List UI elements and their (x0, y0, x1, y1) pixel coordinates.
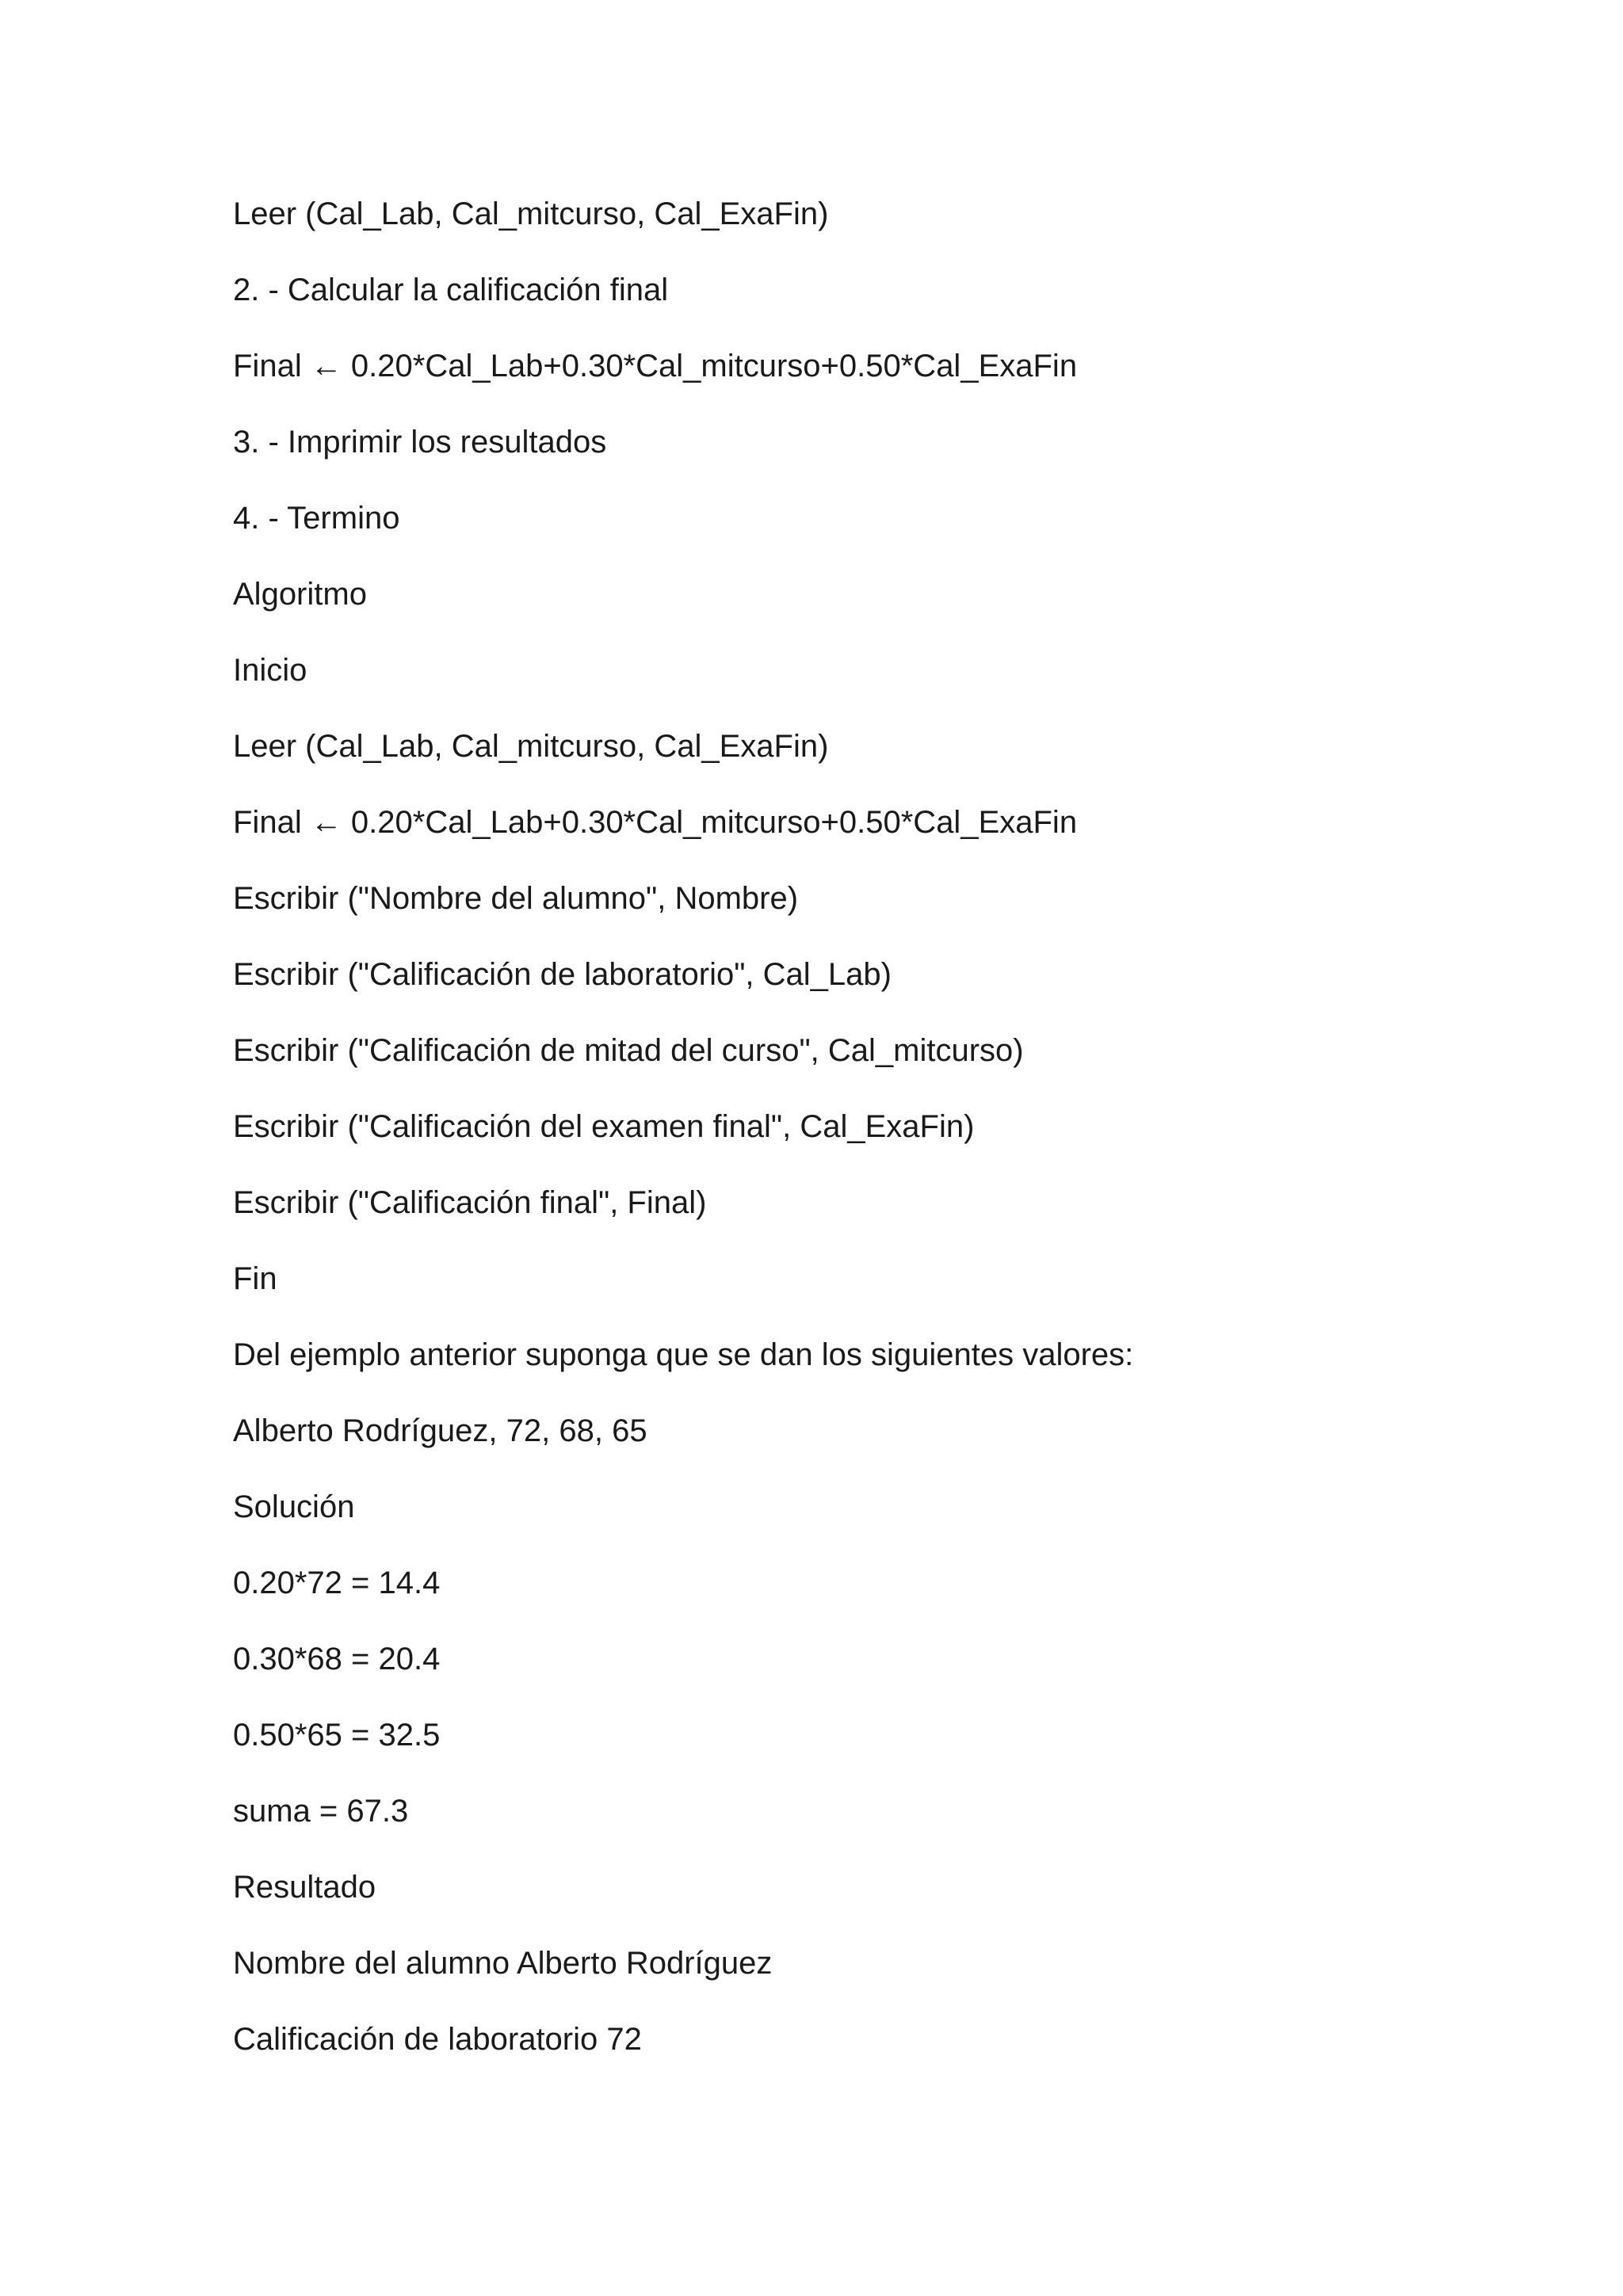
text-line-step-3: 3. - Imprimir los resultados (233, 425, 607, 460)
text-line-calc-exam: 0.50*65 = 32.5 (233, 1718, 441, 1753)
text-line-write-exam: Escribir ("Calificación del examen final", Cal_ExaFin) (233, 1109, 975, 1144)
text-line-example-values: Alberto Rodríguez, 72, 68, 65 (233, 1413, 647, 1448)
text-line-start: Inicio (233, 653, 307, 688)
text-line-step-4: 4. - Termino (233, 501, 400, 536)
document-body (233, 191, 1541, 2092)
text-line-calc-midterm: 0.30*68 = 20.4 (233, 1642, 441, 1676)
text-line-read-inputs: Leer (Cal_Lab, Cal_mitcurso, Cal_ExaFin) (233, 196, 829, 231)
text-line-calc-lab: 0.20*72 = 14.4 (233, 1566, 441, 1600)
text-line-solution-heading: Solución (233, 1489, 355, 1524)
text-line-result-heading: Resultado (233, 1870, 376, 1905)
text-line-result-lab: Calificación de laboratorio 72 (233, 2022, 642, 2057)
text-line-write-midterm: Escribir ("Calificación de mitad del curso", Cal_mitcurso) (233, 1033, 1024, 1068)
text-line-write-name: Escribir ("Nombre del alumno", Nombre) (233, 881, 799, 916)
text-line-end: Fin (233, 1261, 277, 1296)
text-line-algorithm-heading: Algoritmo (233, 577, 367, 612)
text-line-write-final: Escribir ("Calificación final", Final) (233, 1185, 707, 1220)
text-line-final-formula: Final ← 0.20*Cal_Lab+0.30*Cal_mitcurso+0.50*Cal_ExaFin (233, 349, 1078, 383)
text-line-final-formula-2: Final ← 0.20*Cal_Lab+0.30*Cal_mitcurso+0.50*Cal_ExaFin (233, 805, 1078, 840)
text-line-step-2: 2. - Calcular la calificación final (233, 273, 669, 307)
text-line-read-inputs-2: Leer (Cal_Lab, Cal_mitcurso, Cal_ExaFin) (233, 729, 829, 764)
text-line-result-name: Nombre del alumno Alberto Rodríguez (233, 1946, 773, 1981)
text-line-example-intro: Del ejemplo anterior suponga que se dan los siguientes valores: (233, 1337, 1134, 1372)
text-line-write-lab: Escribir ("Calificación de laboratorio", Cal_Lab) (233, 957, 892, 992)
text-line-sum: suma = 67.3 (233, 1794, 409, 1829)
